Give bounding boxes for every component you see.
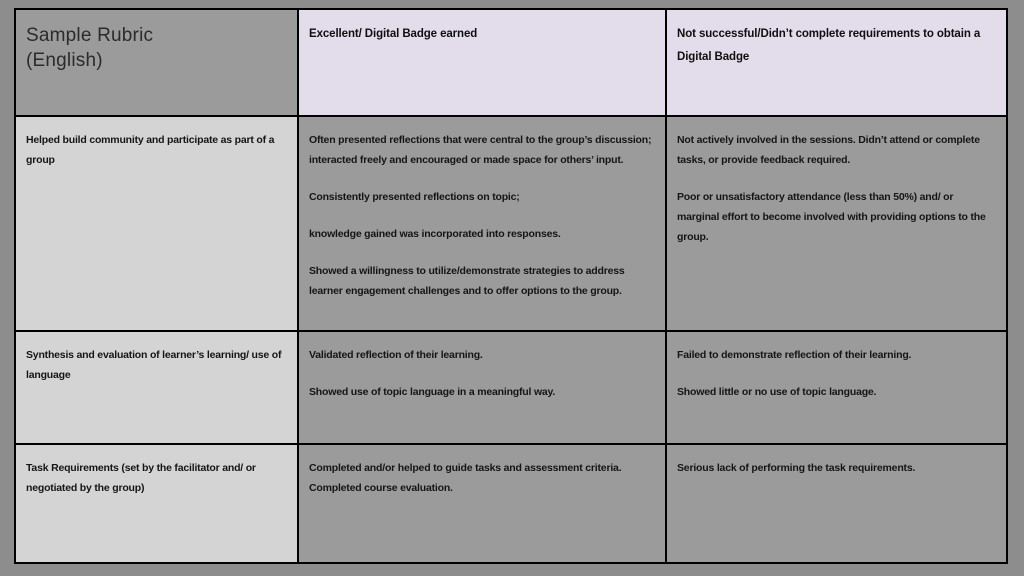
cell-paragraph: Task Requirements (set by the facilitator and/ or negotiated by the group) xyxy=(26,462,256,494)
excellent-text xyxy=(309,345,655,402)
cell-paragraph: Serious lack of performing the task requirements. xyxy=(677,462,916,474)
rubric-title-cell xyxy=(15,9,298,116)
cell-paragraph: Failed to demonstrate reflection of their learning. xyxy=(677,349,912,361)
cell-paragraph: Synthesis and evaluation of learner’s learning/ use of language xyxy=(26,349,282,381)
excellent-text xyxy=(309,458,655,498)
criterion-text xyxy=(26,458,287,498)
not-successful-text xyxy=(677,130,996,247)
column-header-not-successful-label: Not successful/Didn’t complete requirements to obtain a Digital Badge xyxy=(677,28,981,63)
excellent-cell-task-requirements xyxy=(298,444,666,563)
cell-paragraph: Completed course evaluation. xyxy=(309,482,453,494)
cell-paragraph: Showed a willingness to utilize/demonstrate strategies to address learner engagement challenges and to offer options to the group. xyxy=(309,265,625,297)
column-header-excellent xyxy=(298,9,666,116)
cell-paragraph: Often presented reflections that were central to the group’s discussion; interacted freely and encouraged or made space for others’ input. xyxy=(309,134,652,166)
cell-paragraph: Not actively involved in the sessions. Didn’t attend or complete tasks, or provide feedback required. xyxy=(677,134,980,166)
cell-paragraph: Poor or unsatisfactory attendance (less than 50%) and/ or marginal effort to become involved with providing options to the group. xyxy=(677,191,986,243)
excellent-cell-community xyxy=(298,116,666,331)
cell-paragraph: Validated reflection of their learning. xyxy=(309,349,483,361)
cell-paragraph: knowledge gained was incorporated into responses. xyxy=(309,228,561,240)
column-header-not-successful xyxy=(666,9,1007,116)
rubric-title-line2: (English) xyxy=(26,50,103,71)
excellent-cell-synthesis xyxy=(298,331,666,444)
criterion-cell-community xyxy=(15,116,298,331)
cell-paragraph: Consistently presented reflections on topic; xyxy=(309,191,520,203)
not-successful-text xyxy=(677,345,996,402)
excellent-text xyxy=(309,130,655,301)
rubric-title-line1: Sample Rubric xyxy=(26,25,154,46)
table-row-synthesis xyxy=(15,331,1007,444)
not-successful-cell-community xyxy=(666,116,1007,331)
criterion-cell-synthesis xyxy=(15,331,298,444)
header-row xyxy=(15,9,1007,116)
rubric-table xyxy=(14,8,1008,564)
cell-paragraph: Showed little or no use of topic language. xyxy=(677,386,877,398)
criterion-text xyxy=(26,130,287,170)
not-successful-cell-synthesis xyxy=(666,331,1007,444)
cell-paragraph: Showed use of topic language in a meaningful way. xyxy=(309,386,556,398)
not-successful-text xyxy=(677,458,996,478)
table-row-task-requirements xyxy=(15,444,1007,563)
cell-paragraph: Helped build community and participate as part of a group xyxy=(26,134,275,166)
cell-paragraph: Completed and/or helped to guide tasks and assessment criteria. xyxy=(309,462,622,474)
table-row-community xyxy=(15,116,1007,331)
rubric-title xyxy=(26,23,287,73)
not-successful-cell-task-requirements xyxy=(666,444,1007,563)
criterion-cell-task-requirements xyxy=(15,444,298,563)
criterion-text xyxy=(26,345,287,385)
column-header-excellent-label: Excellent/ Digital Badge earned xyxy=(309,28,478,40)
